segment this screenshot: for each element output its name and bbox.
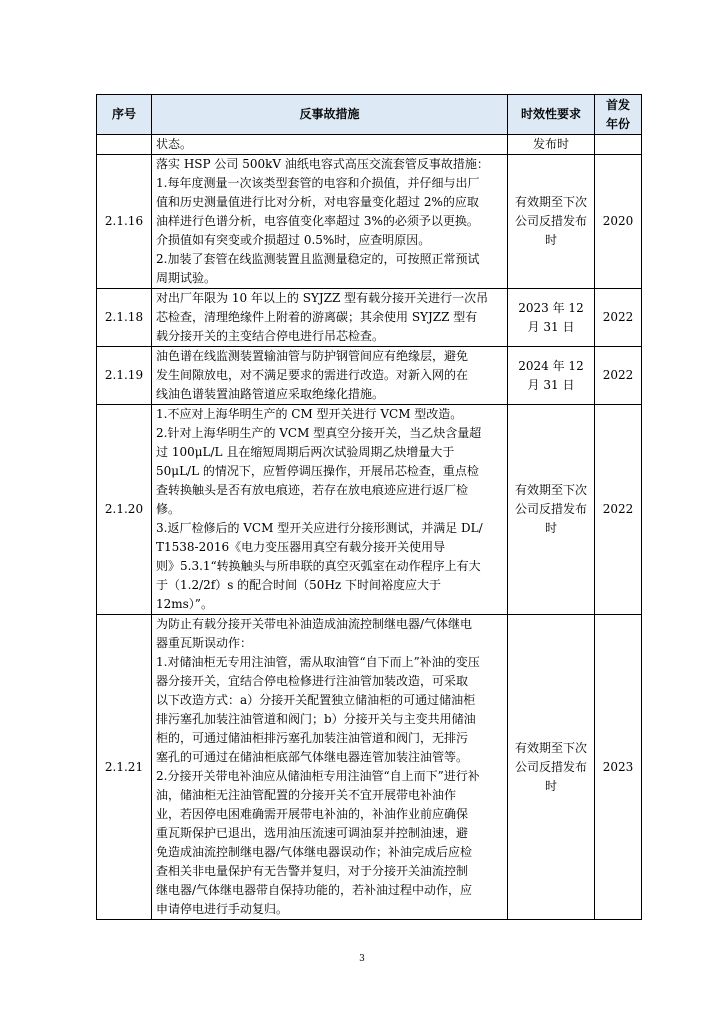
row-year: 2020 [595, 155, 642, 289]
measure-line: 值和历史测量值进行比对分析，对电容量变化超过 2%的应取 [156, 195, 479, 209]
page-number: 3 [359, 954, 365, 964]
measure-line: 落实 HSP 公司 500kV 油纸电容式高压交流套管反事故措施： [156, 157, 489, 171]
measure-line: 芯检查，清理绝缘件上附着的游离碳；其余使用 SYJZZ 型有 [156, 310, 478, 324]
header-year: 首发年份 [595, 95, 642, 135]
measure-line: 2.分接开关带电补油应从储油柜专用注油管“自上而下”进行补 [156, 769, 480, 783]
measure-line: 油样进行色谱分析，电容值变化率超过 3%的必须予以更换。 [156, 214, 479, 228]
header-timing: 时效性要求 [508, 95, 595, 135]
measure-line: 以下改造方式：a）分接开关配置独立储油柜的可通过储油柜 [156, 693, 476, 707]
row-measure [152, 155, 508, 289]
measure-line: 1.每年度测量一次该类型套管的电容和介损值，并仔细与出厂 [156, 176, 480, 190]
row-measure [152, 135, 508, 155]
row-seq: 2.1.20 [97, 405, 152, 615]
row-seq: 2.1.18 [97, 289, 152, 347]
row-measure [152, 347, 508, 405]
row-timing: 发布时 [508, 135, 595, 155]
measure-line: 塞孔的可通过在储油柜底部气体继电器连管加装注油管等。 [156, 750, 469, 764]
row-seq: 2.1.16 [97, 155, 152, 289]
measure-line: 免造成油流控制继电器/气体继电器误动作；补油完成后应检 [156, 845, 473, 859]
measure-line: 12ms）”。 [156, 597, 213, 611]
measure-line: 过 100μL/L 且在缩短周期后两次试验周期乙炔增量大于 [156, 445, 455, 459]
measure-line: 1.不应对上海华明生产的 CM 型开关进行 VCM 型改造。 [156, 407, 463, 421]
measure-line: 排污塞孔加装注油管道和阀门；b）分接开关与主变共用储油 [156, 712, 476, 726]
measure-line: 线油色谱装置油路管道应采取绝缘化措施。 [156, 387, 385, 401]
table-row [97, 289, 642, 347]
table-row [97, 405, 642, 615]
table-row [97, 155, 642, 289]
row-year: 2023 [595, 615, 642, 920]
measure-line: 载分接开关的主变结合停电进行吊芯检查。 [156, 329, 385, 343]
measure-line: 于（1.2/2f）s 的配合时间（50Hz 下时间裕度应大于 [156, 578, 442, 592]
measure-line: 查转换触头是否有放电痕迹，若存在放电痕迹应进行返厂检 [156, 483, 469, 497]
measure-line: 发生间隙放电，对不满足要求的需进行改造。对新入网的在 [156, 368, 469, 382]
measure-line: 重瓦斯保护已退出，选用油压流速可调油泵并控制油速，避 [156, 826, 469, 840]
measure-line: 1.对储油柜无专用注油管，需从取油管“自下而上”补油的变压 [156, 655, 480, 669]
header-measures: 反事故措施 [152, 95, 508, 135]
header-seq: 序号 [97, 95, 152, 135]
measure-line: 对出厂年限为 10 年以上的 SYJZZ 型有载分接开关进行一次吊 [156, 291, 489, 305]
row-measure [152, 405, 508, 615]
row-timing: 2024 年 12 月 31 日 [508, 347, 595, 405]
measure-line: T1538-2016《电力变压器用真空有载分接开关使用导 [156, 540, 446, 554]
measure-line: 周期试验。 [156, 271, 217, 285]
row-seq [97, 135, 152, 155]
row-seq: 2.1.19 [97, 347, 152, 405]
row-measure [152, 289, 508, 347]
row-year: 2022 [595, 347, 642, 405]
table-row [97, 615, 642, 920]
row-timing: 有效期至下次公司反措发布时 [508, 405, 595, 615]
table-row [97, 135, 642, 155]
measure-line: 器重瓦斯误动作： [156, 636, 253, 650]
measure-line: 继电器/气体继电器带自保持功能的，若补油过程中动作，应 [156, 883, 473, 897]
row-timing: 有效期至下次公司反措发布时 [508, 615, 595, 920]
measure-line: 查相关非电量保护有无告警并复归，对于分接开关油流控制 [156, 864, 469, 878]
table-row [97, 347, 642, 405]
measure-line: 器分接开关，宜结合停电检修进行注油管加装改造，可采取 [156, 674, 469, 688]
header-row [97, 95, 642, 135]
measure-line: 3.返厂检修后的 VCM 型开关应进行分接形测试，并满足 DL/ [156, 521, 483, 535]
measure-line: 柜的，可通过储油柜排污塞孔加装注油管道和阀门，无排污 [156, 731, 469, 745]
row-seq: 2.1.21 [97, 615, 152, 920]
measure-line: 2.针对上海华明生产的 VCM 型真空分接开关，当乙炔含量超 [156, 426, 482, 440]
measure-line: 则》5.3.1“转换触头与所串联的真空灭弧室在动作程序上有大 [156, 559, 481, 573]
measure-line: 介损值如有突变或介损超过 0.5%时，应查明原因。 [156, 233, 431, 247]
row-timing: 2023 年 12 月 31 日 [508, 289, 595, 347]
measure-line: 申请停电进行手动复归。 [156, 902, 289, 916]
row-measure [152, 615, 508, 920]
row-year: 2022 [595, 289, 642, 347]
measure-line: 油色谱在线监测装置输油管与防护钢管间应有绝缘层，避免 [156, 349, 469, 363]
row-year [595, 135, 642, 155]
measure-line: 油，储油柜无注油管配置的分接开关不宜开展带电补油作 [156, 788, 457, 802]
measure-line: 2.加装了套管在线监测装置且监测量稳定的，可按照正常预试 [156, 252, 480, 266]
row-year: 2022 [595, 405, 642, 615]
anti-accident-measures-table [96, 94, 642, 920]
measure-line: 修。 [156, 502, 181, 516]
measure-line: 业，若因停电困难确需开展带电补油的，补油作业前应确保 [156, 807, 469, 821]
measure-line: 为防止有载分接开关带电补油造成油流控制继电器/气体继电 [156, 617, 473, 631]
row-timing: 有效期至下次公司反措发布时 [508, 155, 595, 289]
measure-line: 50μL/L 的情况下，应暂停调压操作，开展吊芯检查，重点检 [156, 464, 479, 478]
measure-line: 状态。 [156, 137, 193, 151]
